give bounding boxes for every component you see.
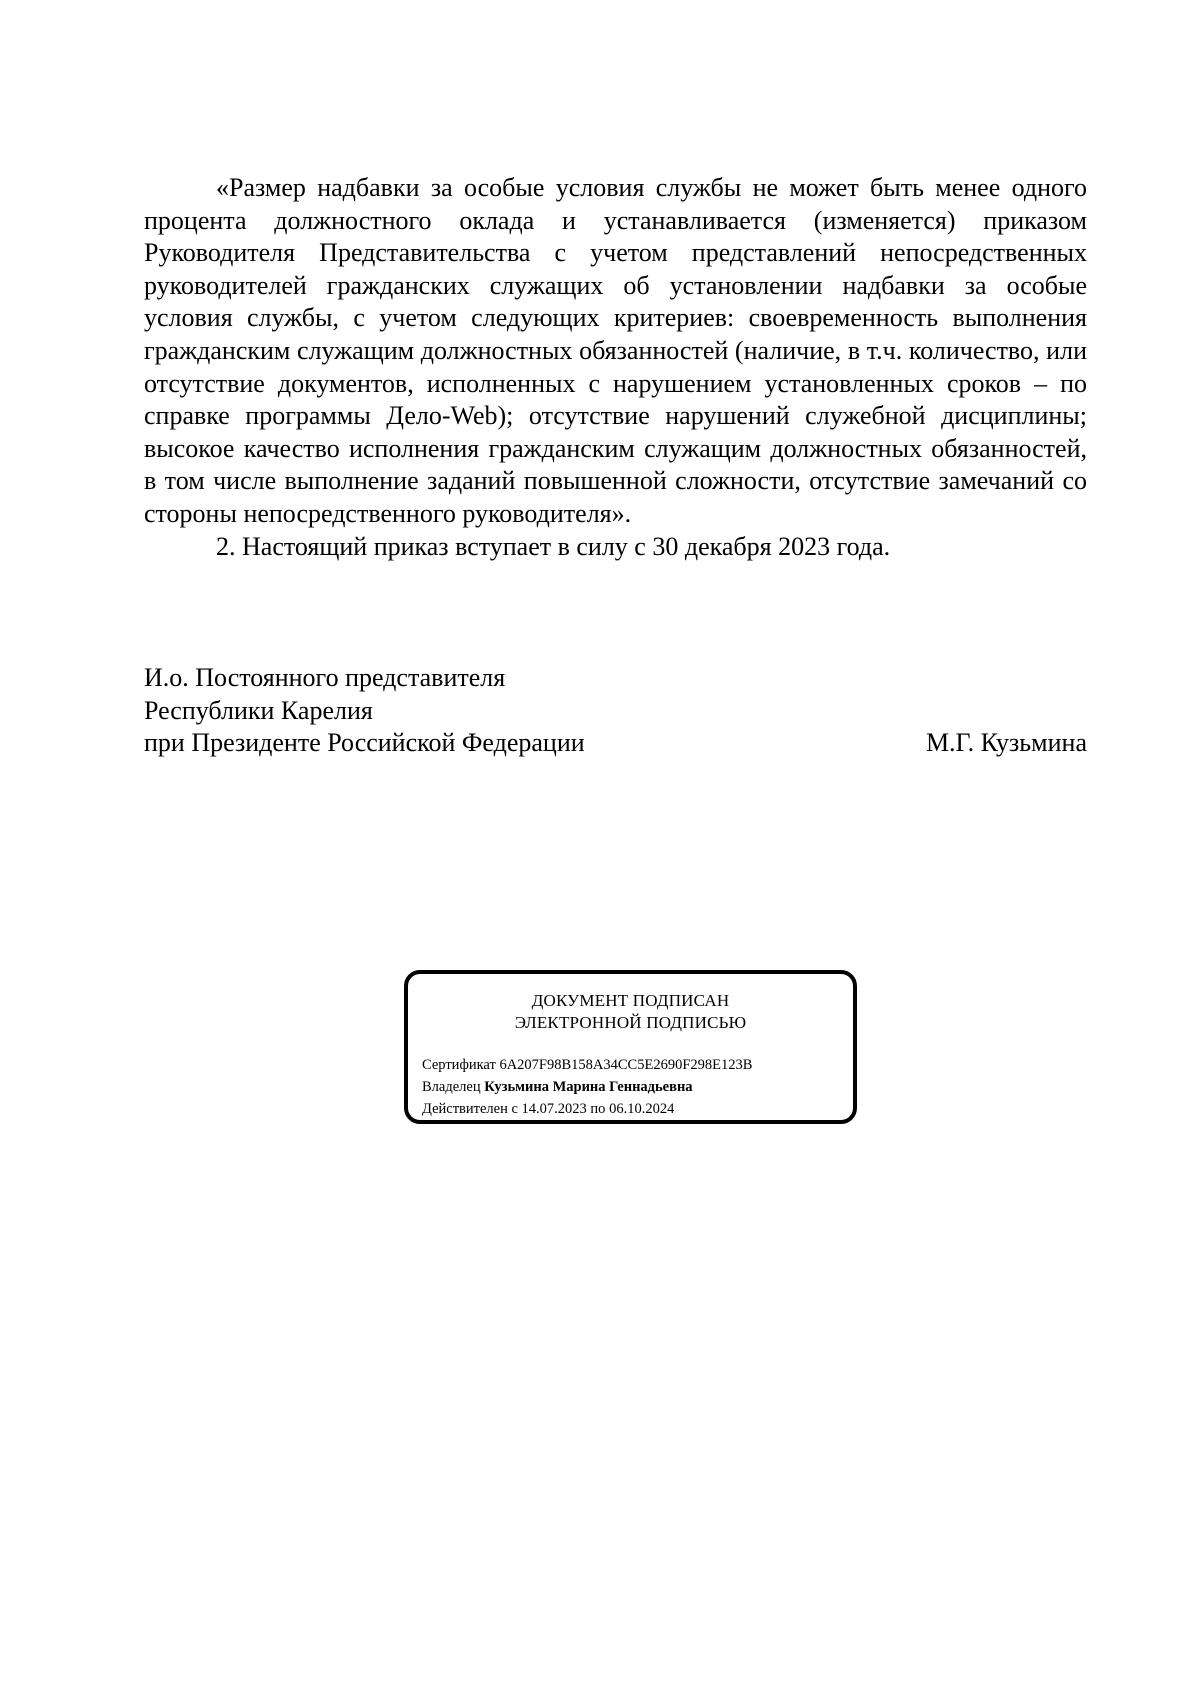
stamp-owner-row — [422, 1076, 752, 1098]
stamp-valid-from: 14.07.2023 — [521, 1101, 587, 1117]
stamp-valid-from-prefix: с — [511, 1101, 518, 1117]
signatory-position-line-1: И.о. Постоянного представителя — [144, 663, 506, 692]
stamp-owner-label: Владелец — [422, 1079, 481, 1095]
stamp-valid-label: Действителен — [422, 1101, 508, 1117]
stamp-certificate-row — [422, 1054, 752, 1076]
signatory-position-line-2: Республики Карелия — [144, 695, 373, 725]
document-body — [144, 172, 1087, 563]
signatory-name: М.Г. Кузьмина — [925, 728, 1087, 758]
signature-line-1 — [144, 662, 1087, 695]
paragraph-effective-date: 2. Настоящий приказ вступает в силу с 30 декабря 2023 года. — [216, 531, 891, 561]
signature-block — [144, 662, 1087, 760]
stamp-details — [422, 1054, 752, 1120]
stamp-valid-to-prefix: по — [590, 1101, 606, 1117]
stamp-owner-value: Кузьмина Марина Геннадьевна — [484, 1079, 693, 1095]
signature-line-3 — [144, 727, 1087, 760]
stamp-valid-to: 06.10.2024 — [609, 1101, 675, 1117]
stamp-title-line-1: ДОКУМЕНТ ПОДПИСАН — [531, 991, 730, 1010]
electronic-signature-stamp — [404, 970, 857, 1124]
signature-line-2 — [144, 695, 1087, 728]
stamp-certificate-value: 6A207F98B158A34CC5E2690F298E123B — [499, 1057, 753, 1073]
paragraph-bonus-criteria: «Размер надбавки за особые условия службы не может быть менее одного процента должностного оклада и устанавливается (изменяется) приказом Руководителя Представительства с учетом представлений непосредственных руководителей гражданских служащих об установлении надбавки за особые условия службы, с учетом следующих критериев: своевременность выполнения гражданским служащим должностных обязанностей (наличие, в т.ч. количество, или отсутствие документов, исполненных с нарушением установленных сроков – по справке программы Дело-Web); отсутствие нарушений служебной дисциплины; высокое качество исполнения гражданским служащим должностных обязанностей, в том числе выполнение заданий повышенной сложности, отсутствие замечаний со стороны непосредственного руководителя». — [144, 173, 1087, 528]
signatory-position-line-3: при Президенте Российской Федерации — [144, 728, 585, 758]
stamp-title-line-2: ЭЛЕКТРОННОЙ ПОДПИСЬЮ — [514, 1013, 747, 1032]
stamp-title — [408, 990, 853, 1034]
stamp-certificate-label: Сертификат — [422, 1057, 496, 1073]
stamp-validity-row — [422, 1098, 752, 1120]
